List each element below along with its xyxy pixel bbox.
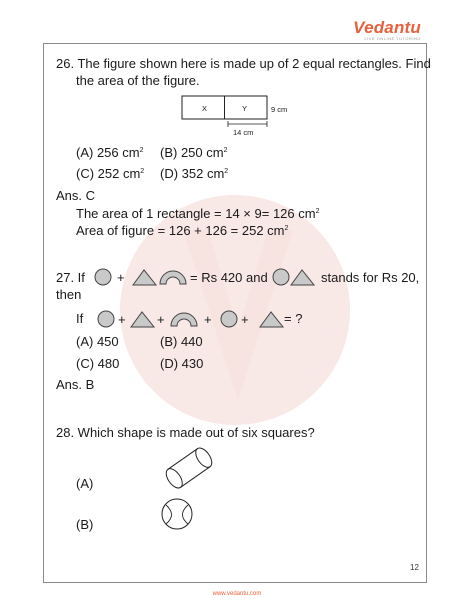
arch-icon xyxy=(158,265,188,287)
q26-solution-line1: The area of 1 rectangle = 14 × 9= 126 $cm^2$ xyxy=(76,206,320,221)
q26-text-line1: 26. The figure shown here is made up of 2 equal rectangles. Find xyxy=(56,56,431,71)
triangle-icon-3 xyxy=(130,310,158,330)
footer-url[interactable]: www.vedantu.com xyxy=(212,591,262,597)
triangle-icon-2 xyxy=(290,268,318,288)
q27-then: then xyxy=(56,287,82,302)
q27-option-b: (B) 440 xyxy=(160,334,203,349)
width-label: 14 cm xyxy=(233,128,254,137)
q27-plus: + xyxy=(117,270,125,285)
q26-option-b: (B) 250 $cm^2$ xyxy=(160,145,228,160)
q27-stands-text: stands for Rs 20, xyxy=(321,270,420,285)
q27-if: If xyxy=(76,311,84,326)
q27-answer: Ans. B xyxy=(56,377,95,392)
q28-option-a: (A) xyxy=(76,476,94,491)
plus-1: + xyxy=(118,312,126,327)
q28-option-b: (B) xyxy=(76,517,94,532)
page-number: 12 xyxy=(410,563,419,572)
q26-answer: Ans. C xyxy=(56,188,96,203)
ball-shape xyxy=(160,497,196,533)
rect-x-label: X xyxy=(202,104,208,113)
q26-option-a: (A) 256 $cm^2$ xyxy=(76,145,144,160)
circle-icon-2 xyxy=(272,268,292,288)
plus-2: + xyxy=(157,312,165,327)
logo-tagline: LIVE ONLINE TUTORING xyxy=(364,36,421,41)
logo-name: Vedantu xyxy=(353,18,421,37)
circle-icon-3 xyxy=(97,310,117,330)
cylinder-shape xyxy=(158,445,220,491)
q26-option-c: (C) 252 $cm^2$ xyxy=(76,166,145,181)
triangle-icon-4 xyxy=(259,310,287,330)
q27-equals-text: = Rs 420 and xyxy=(190,270,268,285)
q27-prefix: 27. If xyxy=(56,270,85,285)
circle-icon xyxy=(94,268,114,288)
triangle-icon xyxy=(132,268,160,288)
vedantu-logo xyxy=(353,18,421,41)
q26-text-line2: the area of the figure. xyxy=(76,73,200,88)
height-label: 9 cm xyxy=(271,105,288,114)
rect-y-label: Y xyxy=(242,104,248,113)
q26-option-d: (D) 352 $cm^2$ xyxy=(160,166,229,181)
plus-4: + xyxy=(241,312,249,327)
q27-option-a: (A) 450 xyxy=(76,334,119,349)
q27-question-end: = ? xyxy=(284,311,303,326)
q28-text: 28. Which shape is made out of six squares? xyxy=(56,425,315,440)
q27-option-d: (D) 430 xyxy=(160,356,204,371)
plus-3: + xyxy=(204,312,212,327)
q27-option-c: (C) 480 xyxy=(76,356,120,371)
circle-icon-4 xyxy=(220,310,240,330)
q26-rectangles-figure xyxy=(180,95,280,135)
arch-icon-2 xyxy=(169,307,199,329)
q26-solution-line2: Area of figure = 126 + 126 = 252 $cm^2$ xyxy=(76,223,289,238)
